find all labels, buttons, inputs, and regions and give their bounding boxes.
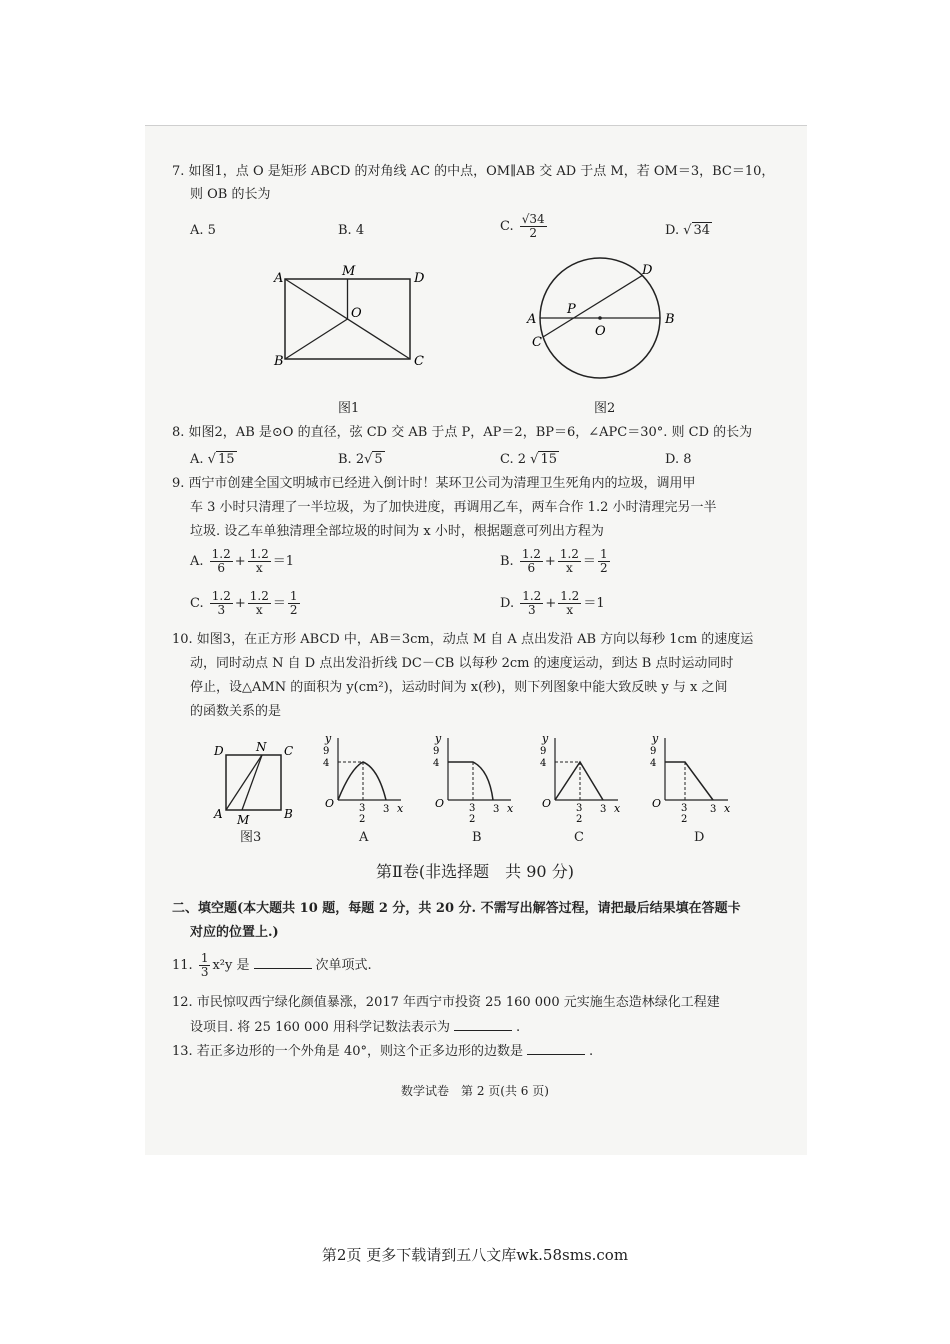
graph-d-xtick-den: 2 [681,814,688,825]
fig1-label-a: A [274,271,284,286]
fig1-label-b: B [274,354,284,369]
q9-option-d: D. $\frac{1.2}{3}$ + $\frac{1.2}{x}$ ＝1 [500,589,605,617]
page-info: 数学试卷 第 2 页(共 6 页) [401,1084,549,1098]
q13-answer-blank [527,1042,585,1055]
graph-option-d [640,730,735,825]
q10-line3: 停止，设△AMN 的面积为 y(cm²)，运动时间为 x(秒)，则下列图象中能大致反映 y 与 x 之间 [190,680,728,695]
figure-2-circle [520,255,685,385]
q12-answer-blank [454,1018,512,1031]
graph-a-xtick-num: 3 [359,803,366,814]
graph-d-origin: O [652,797,662,810]
graph-b-origin: O [435,797,445,810]
q11: 11. $\frac{1}{3}$ x²y 是 次单项式. [172,951,372,979]
q9-line2: 车 3 小时只清理了一半垃圾，为了加快进度，再调用乙车，两车合作 1.2 小时清理完另一半 [190,500,717,515]
graph-d-x-label: x [724,802,731,815]
graph-a-origin: O [325,797,335,810]
q10-line1: 10. 如图3，在正方形 ABCD 中，AB＝3cm，动点 M 自 A 点出发沿 AB 方向以每秒 1cm 的速度运 [172,632,754,647]
q7-option-c: C. $\frac{√34}{2}$ [500,212,545,240]
graph-a-ytick-num: 9 [323,746,330,757]
q13: 13. 若正多边形的一个外角是 40°，则这个正多边形的边数是 . [172,1044,594,1059]
graph-b-y-label: y [435,732,442,745]
q12-line1: 12. 市民惊叹西宁绿化颜值暴涨，2017 年西宁市投资 25 160 000 元实施生态造林绿化工程建 [172,995,720,1010]
graph-d-xtick-num: 3 [681,803,688,814]
graph-c-xtick-den: 2 [576,814,583,825]
q9-line1: 9. 西宁市创建全国文明城市已经进入倒计时！某环卫公司为清理卫生死角内的垃圾，调用甲 [172,476,696,491]
graph-c-ytick-den: 4 [540,758,547,769]
q9-option-c: C. $\frac{1.2}{3}$ + $\frac{1.2}{x}$ ＝ $\frac{1}{2}$ [190,589,298,617]
q9-option-a: A. $\frac{1.2}{6}$ + $\frac{1.2}{x}$ ＝1 [190,547,295,575]
graph-c-ytick-num: 9 [540,746,547,757]
fig3-label-b: B [284,807,293,821]
figure-1-rectangle [270,262,430,374]
graph-a-xtick-den: 2 [359,814,366,825]
q8-option-a: A. √ 15 [190,452,235,467]
graph-d-x-end: 3 [710,804,717,815]
fig2-label-d: D [642,263,653,278]
graph-b-ytick-den: 4 [433,758,440,769]
graph-b-x-label: x [507,802,514,815]
q8-option-b: B. 2√ 5 [338,452,383,467]
fig2-label-b: B [665,312,675,327]
fig1-label-c: C [414,354,424,369]
graph-option-a [313,730,408,825]
graph-option-c [530,730,625,825]
graph-a-label: A [359,830,369,845]
q10-line4: 的函数关系的是 [190,704,282,719]
graph-a-y-label: y [325,732,332,745]
graph-a-ytick-den: 4 [323,758,330,769]
graph-b-xtick-den: 2 [469,814,476,825]
graph-b-ytick-num: 9 [433,746,440,757]
q7-line1: 7. 如图1，点 O 是矩形 ABCD 的对角线 AC 的中点，OM∥AB 交 AD 于点 M，若 OM＝3，BC＝10， [172,164,775,179]
fig2-label-a: A [527,312,537,327]
figure-3-square [210,738,300,828]
q7-option-a: A. 5 [190,223,216,238]
q7-option-d: D. √ 34 [665,223,711,238]
graph-d-y-label: y [652,732,659,745]
q8-stem: 8. 如图2，AB 是⊙O 的直径，弦 CD 交 AB 于点 P，AP＝2，BP＝6，∠APC＝30°. 则 CD 的长为 [172,425,753,440]
graph-option-b [423,730,518,825]
figure-2-caption: 图2 [594,401,616,416]
fig1-label-o: O [351,306,362,321]
fig3-label-d: D [214,744,224,758]
q10-line2: 动，同时动点 N 自 D 点出发沿折线 DC－CB 以每秒 2cm 的速度运动，到达 B 点时运动同时 [190,656,734,671]
fig3-label-a: A [214,807,223,821]
q11-answer-blank [254,956,312,969]
graph-c-origin: O [542,797,552,810]
fig2-label-o: O [595,324,606,339]
fig1-label-m: M [342,264,356,279]
section-2-instruction-line2: 对应的位置上.) [190,925,279,940]
q9-option-b: B. $\frac{1.2}{6}$ + $\frac{1.2}{x}$ ＝ $\frac{1}{2}$ [500,547,608,575]
graph-c-y-label: y [542,732,549,745]
figure-1-caption: 图1 [338,401,360,416]
graph-b-label: B [472,830,482,845]
q7-line2: 则 OB 的长为 [190,187,271,202]
fig3-label-c: C [284,744,294,758]
q9-line3: 垃圾. 设乙车单独清理全部垃圾的时间为 x 小时，根据题意可列出方程为 [190,524,604,539]
q8-option-d: D. 8 [665,452,692,467]
fig2-label-p: P [567,302,576,317]
graph-c-x-label: x [614,802,621,815]
graph-a-x-label: x [397,802,404,815]
top-rule [145,125,807,126]
section-2-instruction-line1: 二、填空题(本大题共 10 题，每题 2 分，共 20 分. 不需写出解答过程，请把最后结果填在答题卡 [172,901,741,916]
figure-3-caption: 图3 [240,830,262,845]
graph-c-xtick-num: 3 [576,803,583,814]
graph-d-ytick-den: 4 [650,758,657,769]
q7-option-b: B. 4 [338,223,365,238]
graph-c-label: C [574,830,584,845]
fig3-label-m: M [237,813,250,827]
fig3-label-n: N [256,740,267,754]
graph-d-label: D [694,830,705,845]
fig1-label-d: D [414,271,425,286]
download-footer: 第2页 更多下载请到五八文库wk.58sms.com [321,1246,629,1264]
section-2-title: 第Ⅱ卷(非选择题 共 90 分) [376,862,574,881]
graph-b-xtick-num: 3 [469,803,476,814]
q12-line2: 设项目. 将 25 160 000 用科学记数法表示为 . [190,1020,521,1035]
fig2-label-c: C [532,335,542,350]
graph-b-x-end: 3 [493,804,500,815]
graph-c-x-end: 3 [600,804,607,815]
q8-option-c: C. 2 √ 15 [500,452,557,467]
graph-d-ytick-num: 9 [650,746,657,757]
graph-a-x-end: 3 [383,804,390,815]
